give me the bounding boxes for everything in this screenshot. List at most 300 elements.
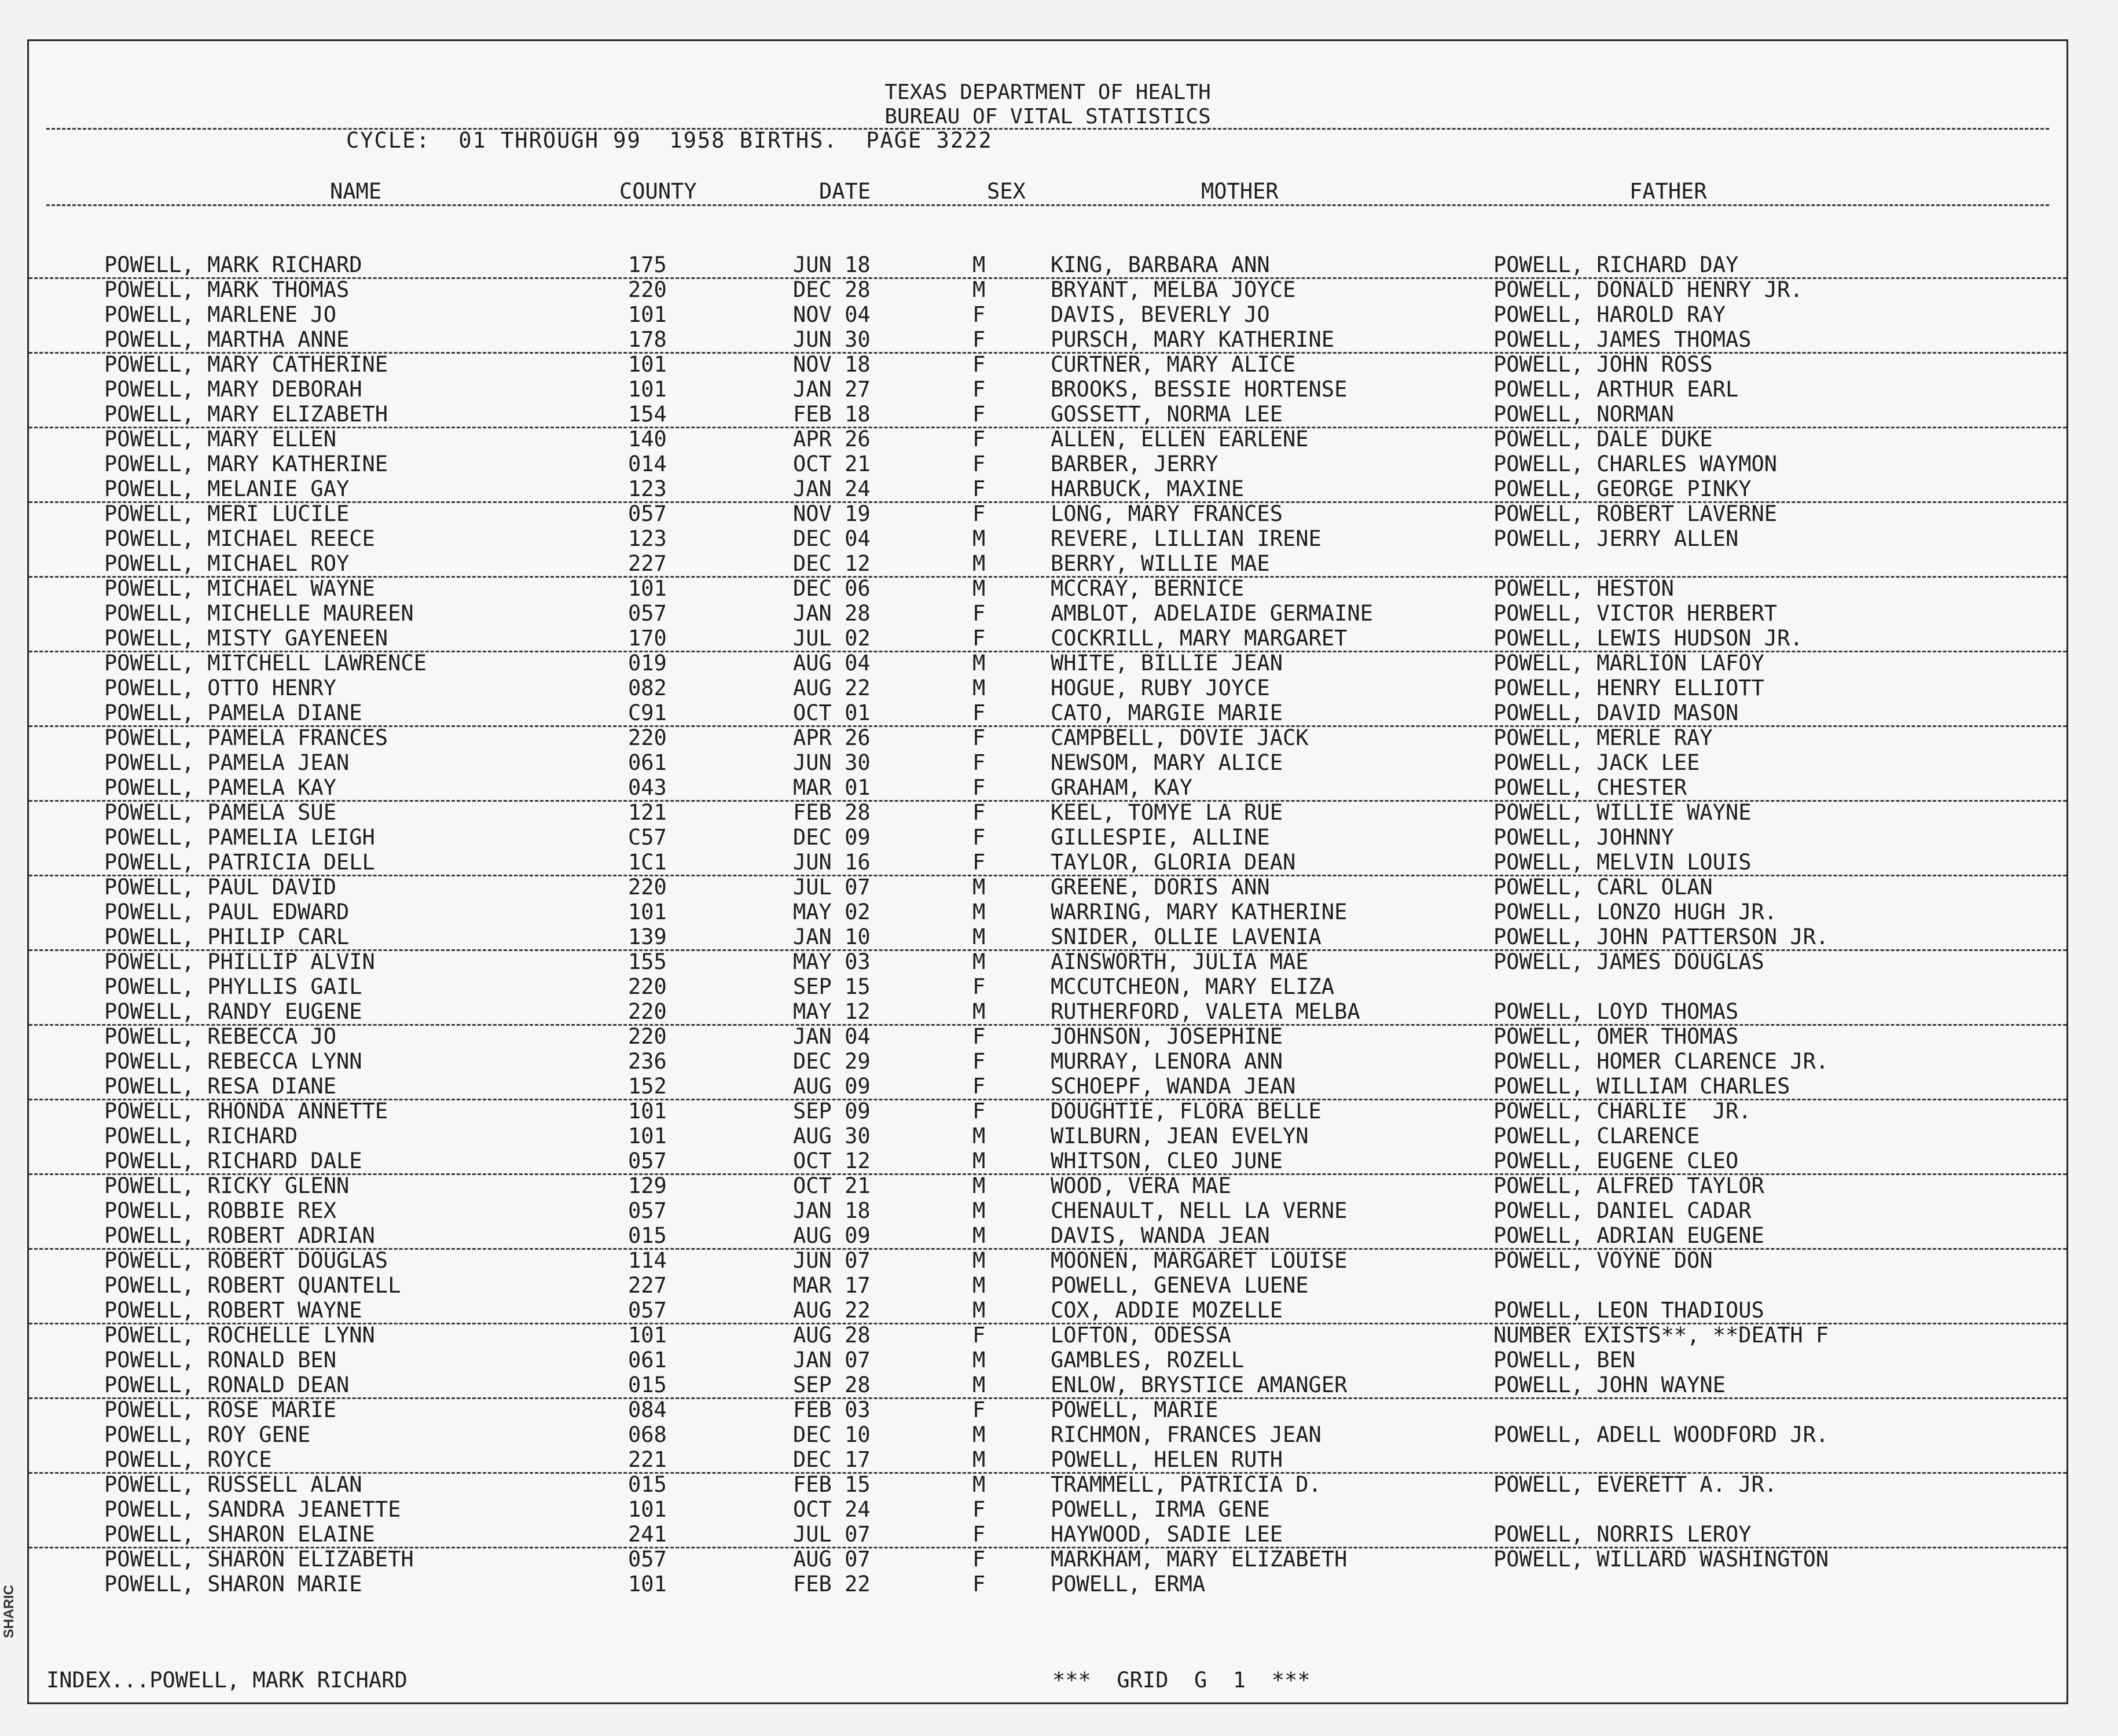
cell-father: POWELL, CARL OLAN (1493, 875, 1713, 900)
table-row (29, 1273, 2066, 1298)
cell-name: POWELL, ROBBIE REX (104, 1198, 336, 1223)
cell-county: 123 (628, 526, 667, 551)
cell-county: 084 (628, 1397, 667, 1422)
table-row (29, 427, 2066, 452)
table-row (29, 1298, 2066, 1324)
cell-county: 015 (628, 1472, 667, 1497)
cell-date: JUN 30 (793, 750, 871, 775)
cell-mother: ENLOW, BRYSTICE AMANGER (1051, 1372, 1348, 1397)
cell-name: POWELL, MARK THOMAS (104, 277, 350, 302)
cell-name: POWELL, MERI LUCILE (104, 501, 350, 526)
cell-father: POWELL, CLARENCE (1493, 1124, 1700, 1148)
cell-name: POWELL, PAUL EDWARD (104, 900, 350, 924)
cell-sex: M (972, 1223, 986, 1248)
column-header-sex: SEX (987, 179, 1026, 204)
cell-father: POWELL, NORMAN (1493, 402, 1674, 427)
cell-county: 123 (628, 476, 667, 501)
cell-sex: F (972, 700, 986, 725)
table-row (29, 452, 2066, 476)
cell-mother: SCHOEPF, WANDA JEAN (1051, 1074, 1296, 1099)
cell-date: NOV 19 (793, 501, 871, 526)
cell-sex: F (972, 800, 986, 825)
table-row (29, 1223, 2066, 1250)
column-header-date: DATE (819, 179, 871, 204)
cell-name: POWELL, REBECCA LYNN (104, 1049, 362, 1074)
cell-mother: BARBER, JERRY (1051, 452, 1218, 476)
cell-mother: CHENAULT, NELL LA VERNE (1051, 1198, 1348, 1223)
cell-date: MAY 03 (793, 949, 871, 974)
cell-county: C57 (628, 825, 667, 850)
cell-mother: COCKRILL, MARY MARGARET (1051, 626, 1348, 651)
cycle-line: CYCLE: 01 THROUGH 99 1958 BIRTHS. PAGE 3222 (346, 128, 993, 153)
cell-name: POWELL, RESA DIANE (104, 1074, 336, 1099)
cell-sex: F (972, 601, 986, 626)
cell-name: POWELL, MARTHA ANNE (104, 327, 350, 352)
cell-sex: M (972, 924, 986, 949)
table-row (29, 601, 2066, 626)
cell-mother: POWELL, HELEN RUTH (1051, 1447, 1283, 1472)
cell-county: 227 (628, 551, 667, 576)
cell-sex: F (972, 1099, 986, 1124)
cell-county: 220 (628, 974, 667, 999)
cell-mother: CATO, MARGIE MARIE (1051, 700, 1283, 725)
cell-name: POWELL, RICHARD DALE (104, 1148, 362, 1173)
cell-mother: GAMBLES, ROZELL (1051, 1348, 1245, 1372)
cell-father: POWELL, WILLIE WAYNE (1493, 800, 1752, 825)
cell-sex: M (972, 1372, 986, 1397)
column-header-county: COUNTY (619, 179, 697, 204)
cell-date: DEC 17 (793, 1447, 871, 1472)
cell-name: POWELL, MARK RICHARD (104, 252, 362, 277)
cell-mother: TAYLOR, GLORIA DEAN (1051, 850, 1296, 875)
cell-mother: GILLESPIE, ALLINE (1051, 825, 1270, 850)
cell-county: 220 (628, 999, 667, 1024)
cell-name: POWELL, PAMELA JEAN (104, 750, 350, 775)
cell-sex: M (972, 676, 986, 700)
cell-sex: M (972, 1124, 986, 1148)
table-row (29, 1422, 2066, 1447)
cell-father: POWELL, WILLARD WASHINGTON (1493, 1547, 1829, 1572)
cell-sex: F (972, 501, 986, 526)
table-row (29, 999, 2066, 1026)
cell-father: POWELL, WILLIAM CHARLES (1493, 1074, 1790, 1099)
cell-sex: F (972, 302, 986, 327)
cell-name: POWELL, PAMELIA LEIGH (104, 825, 375, 850)
cell-name: POWELL, MICHAEL ROY (104, 551, 350, 576)
cell-sex: F (972, 427, 986, 452)
table-row (29, 949, 2066, 974)
cell-date: NOV 04 (793, 302, 871, 327)
cell-mother: COX, ADDIE MOZELLE (1051, 1298, 1283, 1323)
cell-mother: HARBUCK, MAXINE (1051, 476, 1245, 501)
cell-county: 101 (628, 1099, 667, 1124)
cell-name: POWELL, RANDY EUGENE (104, 999, 362, 1024)
cell-date: JUN 07 (793, 1248, 871, 1273)
cell-name: POWELL, MICHAEL WAYNE (104, 576, 375, 601)
cell-county: 154 (628, 402, 667, 427)
cell-sex: M (972, 900, 986, 924)
side-label: SHARIC (1, 1584, 17, 1638)
cell-name: POWELL, PAMELA DIANE (104, 700, 362, 725)
table-row (29, 1522, 2066, 1548)
cell-sex: M (972, 1173, 986, 1198)
cell-sex: F (972, 1497, 986, 1522)
cell-mother: CAMPBELL, DOVIE JACK (1051, 725, 1309, 750)
cell-county: 082 (628, 676, 667, 700)
cell-date: JUL 02 (793, 626, 871, 651)
cell-date: AUG 07 (793, 1547, 871, 1572)
cell-county: 129 (628, 1173, 667, 1198)
cell-mother: RICHMON, FRANCES JEAN (1051, 1422, 1322, 1447)
cell-father: POWELL, MERLE RAY (1493, 725, 1713, 750)
cell-father: POWELL, DONALD HENRY JR. (1493, 277, 1803, 302)
cell-name: POWELL, PAMELA SUE (104, 800, 336, 825)
cell-name: POWELL, MARY ELLEN (104, 427, 336, 452)
cell-date: MAY 12 (793, 999, 871, 1024)
cell-name: POWELL, ROBERT DOUGLAS (104, 1248, 388, 1273)
cell-father: NUMBER EXISTS**, **DEATH F (1493, 1323, 1829, 1348)
cell-name: POWELL, PAMELA FRANCES (104, 725, 388, 750)
cell-county: 220 (628, 277, 667, 302)
cell-county: 220 (628, 1024, 667, 1049)
table-row (29, 277, 2066, 302)
cell-sex: M (972, 1148, 986, 1173)
cell-county: 015 (628, 1372, 667, 1397)
cell-mother: HOGUE, RUBY JOYCE (1051, 676, 1270, 700)
table-row (29, 1074, 2066, 1100)
cell-father: POWELL, ADRIAN EUGENE (1493, 1223, 1764, 1248)
cell-father: POWELL, DAVID MASON (1493, 700, 1739, 725)
cell-father: POWELL, LEWIS HUDSON JR. (1493, 626, 1803, 651)
cell-name: POWELL, RHONDA ANNETTE (104, 1099, 388, 1124)
cell-mother: LONG, MARY FRANCES (1051, 501, 1283, 526)
cell-father: POWELL, VICTOR HERBERT (1493, 601, 1778, 626)
table-row (29, 402, 2066, 428)
cell-father: POWELL, HESTON (1493, 576, 1674, 601)
cell-mother: JOHNSON, JOSEPHINE (1051, 1024, 1283, 1049)
cell-sex: F (972, 1572, 986, 1596)
header-line1: TEXAS DEPARTMENT OF HEALTH (884, 80, 1211, 104)
cell-mother: GOSSETT, NORMA LEE (1051, 402, 1283, 427)
table-row (29, 900, 2066, 924)
cell-sex: F (972, 377, 986, 402)
cell-father: POWELL, RICHARD DAY (1493, 252, 1739, 277)
cell-father: POWELL, JOHNNY (1493, 825, 1674, 850)
cell-sex: M (972, 1348, 986, 1372)
cell-sex: F (972, 1074, 986, 1099)
cell-father: POWELL, JAMES THOMAS (1493, 327, 1752, 352)
cell-date: DEC 29 (793, 1049, 871, 1074)
table-row (29, 352, 2066, 377)
cell-sex: F (972, 626, 986, 651)
cell-mother: POWELL, GENEVA LUENE (1051, 1273, 1309, 1298)
cell-father: POWELL, LEON THADIOUS (1493, 1298, 1764, 1323)
cell-county: 014 (628, 452, 667, 476)
cell-date: APR 26 (793, 427, 871, 452)
cell-mother: BRYANT, MELBA JOYCE (1051, 277, 1296, 302)
cell-county: 019 (628, 651, 667, 676)
cell-name: POWELL, MELANIE GAY (104, 476, 350, 501)
cell-mother: NEWSOM, MARY ALICE (1051, 750, 1283, 775)
cell-sex: F (972, 352, 986, 377)
cell-name: POWELL, ROY GENE (104, 1422, 311, 1447)
cell-sex: M (972, 551, 986, 576)
table-row (29, 651, 2066, 676)
cell-name: POWELL, ROBERT QUANTELL (104, 1273, 401, 1298)
grid-footer: *** GRID G 1 *** (1052, 1668, 1311, 1693)
cell-sex: F (972, 1049, 986, 1074)
cell-date: OCT 21 (793, 452, 871, 476)
cell-mother: TRAMMELL, PATRICIA D. (1051, 1472, 1322, 1497)
cell-date: APR 26 (793, 725, 871, 750)
table-row (29, 1472, 2066, 1497)
cell-county: 057 (628, 601, 667, 626)
cell-name: POWELL, ROYCE (104, 1447, 272, 1472)
cell-county: 140 (628, 427, 667, 452)
cell-sex: M (972, 526, 986, 551)
cell-county: 101 (628, 352, 667, 377)
cell-name: POWELL, SHARON ELIZABETH (104, 1547, 414, 1572)
cell-sex: M (972, 576, 986, 601)
cell-date: OCT 12 (793, 1148, 871, 1173)
cell-county: 220 (628, 725, 667, 750)
table-row (29, 1348, 2066, 1372)
cell-name: POWELL, RONALD BEN (104, 1348, 336, 1372)
cell-county: 101 (628, 302, 667, 327)
cell-mother: DAVIS, WANDA JEAN (1051, 1223, 1270, 1248)
cell-date: OCT 24 (793, 1497, 871, 1522)
cell-sex: M (972, 999, 986, 1024)
table-row (29, 1323, 2066, 1348)
cell-date: JAN 28 (793, 601, 871, 626)
table-row (29, 725, 2066, 750)
cell-county: 061 (628, 1348, 667, 1372)
cell-name: POWELL, ROBERT ADRIAN (104, 1223, 375, 1248)
header-line2: BUREAU OF VITAL STATISTICS (884, 105, 1211, 129)
cell-father: POWELL, BEN (1493, 1348, 1636, 1372)
cell-mother: DAVIS, BEVERLY JO (1051, 302, 1270, 327)
cell-county: 057 (628, 1547, 667, 1572)
table-row (29, 825, 2066, 850)
cell-name: POWELL, SHARON ELAINE (104, 1522, 375, 1547)
cell-sex: M (972, 1198, 986, 1223)
table-row (29, 526, 2066, 551)
cell-father: POWELL, ARTHUR EARL (1493, 377, 1739, 402)
table-row (29, 1248, 2066, 1273)
cell-sex: F (972, 327, 986, 352)
cell-date: JAN 24 (793, 476, 871, 501)
cell-mother: AINSWORTH, JULIA MAE (1051, 949, 1309, 974)
cell-county: 101 (628, 1323, 667, 1348)
cell-sex: M (972, 1298, 986, 1323)
cell-mother: KEEL, TOMYE LA RUE (1051, 800, 1283, 825)
cell-county: 121 (628, 800, 667, 825)
cell-sex: M (972, 252, 986, 277)
column-header-name: NAME (330, 179, 382, 204)
cell-mother: POWELL, ERMA (1051, 1572, 1206, 1596)
cell-county: 043 (628, 775, 667, 800)
cell-date: AUG 09 (793, 1074, 871, 1099)
cell-father: POWELL, VOYNE DON (1493, 1248, 1713, 1273)
cell-name: POWELL, MISTY GAYENEEN (104, 626, 388, 651)
cell-father: POWELL, JERRY ALLEN (1493, 526, 1739, 551)
cell-father: POWELL, HENRY ELLIOTT (1493, 676, 1764, 700)
cell-county: 057 (628, 1298, 667, 1323)
cell-father: POWELL, JACK LEE (1493, 750, 1700, 775)
cell-date: MAR 17 (793, 1273, 871, 1298)
table-row (29, 676, 2066, 700)
column-header-mother: MOTHER (1201, 179, 1279, 204)
cell-mother: REVERE, LILLIAN IRENE (1051, 526, 1322, 551)
cell-name: POWELL, RONALD DEAN (104, 1372, 350, 1397)
cell-sex: M (972, 949, 986, 974)
cell-county: 170 (628, 626, 667, 651)
cell-date: FEB 18 (793, 402, 871, 427)
cell-county: 101 (628, 576, 667, 601)
cell-name: POWELL, MICHAEL REECE (104, 526, 375, 551)
cell-father: POWELL, CHESTER (1493, 775, 1687, 800)
cell-mother: MARKHAM, MARY ELIZABETH (1051, 1547, 1348, 1572)
cell-name: POWELL, PATRICIA DELL (104, 850, 375, 875)
cell-county: 101 (628, 377, 667, 402)
table-row (29, 800, 2066, 825)
cell-name: POWELL, MICHELLE MAUREEN (104, 601, 414, 626)
cell-county: 236 (628, 1049, 667, 1074)
cell-father: POWELL, EUGENE CLEO (1493, 1148, 1739, 1173)
cell-mother: WILBURN, JEAN EVELYN (1051, 1124, 1309, 1148)
cell-name: POWELL, REBECCA JO (104, 1024, 336, 1049)
cell-name: POWELL, PAUL DAVID (104, 875, 336, 900)
cell-county: 061 (628, 750, 667, 775)
cell-name: POWELL, PHILIP CARL (104, 924, 350, 949)
table-row (29, 377, 2066, 402)
cell-date: DEC 04 (793, 526, 871, 551)
cell-date: MAY 02 (793, 900, 871, 924)
cell-mother: BROOKS, BESSIE HORTENSE (1051, 377, 1348, 402)
table-row (29, 850, 2066, 876)
cell-mother: AMBLOT, ADELAIDE GERMAINE (1051, 601, 1373, 626)
table-row (29, 1497, 2066, 1522)
cell-date: JAN 27 (793, 377, 871, 402)
cell-county: 175 (628, 252, 667, 277)
cell-mother: BERRY, WILLIE MAE (1051, 551, 1270, 576)
cell-name: POWELL, SHARON MARIE (104, 1572, 362, 1596)
cell-sex: M (972, 1472, 986, 1497)
table-row (29, 1024, 2066, 1049)
table-row (29, 924, 2066, 951)
cell-mother: DOUGHTIE, FLORA BELLE (1051, 1099, 1322, 1124)
cell-sex: F (972, 402, 986, 427)
cell-father: POWELL, ADELL WOODFORD JR. (1493, 1422, 1829, 1447)
cell-father: POWELL, GEORGE PINKY (1493, 476, 1752, 501)
cell-father: POWELL, ROBERT LAVERNE (1493, 501, 1778, 526)
cell-date: DEC 28 (793, 277, 871, 302)
cell-date: SEP 09 (793, 1099, 871, 1124)
cell-date: JAN 07 (793, 1348, 871, 1372)
cell-name: POWELL, MARLENE JO (104, 302, 336, 327)
cell-father: POWELL, JAMES DOUGLAS (1493, 949, 1764, 974)
cell-father: POWELL, LONZO HUGH JR. (1493, 900, 1778, 924)
cell-father: POWELL, MELVIN LOUIS (1493, 850, 1752, 875)
cell-county: 101 (628, 1124, 667, 1148)
cell-county: 227 (628, 1273, 667, 1298)
cell-father: POWELL, EVERETT A. JR. (1493, 1472, 1778, 1497)
cell-name: POWELL, RICKY GLENN (104, 1173, 350, 1198)
cell-date: FEB 28 (793, 800, 871, 825)
cell-date: DEC 10 (793, 1422, 871, 1447)
cell-mother: POWELL, MARIE (1051, 1397, 1218, 1422)
document-frame (27, 39, 2068, 1704)
cell-sex: F (972, 750, 986, 775)
cell-father: POWELL, HOMER CLARENCE JR. (1493, 1049, 1829, 1074)
cell-county: 068 (628, 1422, 667, 1447)
cell-date: JUN 16 (793, 850, 871, 875)
table-row (29, 1397, 2066, 1422)
table-row (29, 476, 2066, 503)
table-row (29, 252, 2066, 279)
cell-sex: F (972, 452, 986, 476)
cell-name: POWELL, ROCHELLE LYNN (104, 1323, 375, 1348)
table-row (29, 327, 2066, 354)
cell-date: AUG 04 (793, 651, 871, 676)
table-row (29, 775, 2066, 802)
cell-name: POWELL, MARY DEBORAH (104, 377, 362, 402)
cell-date: AUG 30 (793, 1124, 871, 1148)
table-row (29, 1124, 2066, 1148)
cell-county: 221 (628, 1447, 667, 1472)
cell-date: SEP 28 (793, 1372, 871, 1397)
cell-date: JAN 18 (793, 1198, 871, 1223)
cell-sex: F (972, 850, 986, 875)
table-row (29, 551, 2066, 578)
column-header-rule (46, 204, 2049, 206)
table-row (29, 1148, 2066, 1175)
cell-mother: WARRING, MARY KATHERINE (1051, 900, 1348, 924)
cell-date: JUN 18 (793, 252, 871, 277)
table-row (29, 875, 2066, 900)
cell-father: POWELL, OMER THOMAS (1493, 1024, 1739, 1049)
cell-date: AUG 22 (793, 1298, 871, 1323)
cell-mother: MCCRAY, BERNICE (1051, 576, 1245, 601)
cell-name: POWELL, PHYLLIS GAIL (104, 974, 362, 999)
cell-mother: MURRAY, LENORA ANN (1051, 1049, 1283, 1074)
cell-date: FEB 03 (793, 1397, 871, 1422)
cell-mother: ALLEN, ELLEN EARLENE (1051, 427, 1309, 452)
cell-name: POWELL, MITCHELL LAWRENCE (104, 651, 427, 676)
cell-sex: F (972, 1397, 986, 1422)
cell-county: 139 (628, 924, 667, 949)
cell-county: 1C1 (628, 850, 667, 875)
cell-date: DEC 09 (793, 825, 871, 850)
cell-date: AUG 28 (793, 1323, 871, 1348)
cell-date: JAN 10 (793, 924, 871, 949)
table-row (29, 576, 2066, 601)
cell-name: POWELL, MARY KATHERINE (104, 452, 388, 476)
cell-mother: GRAHAM, KAY (1051, 775, 1193, 800)
table-row (29, 1049, 2066, 1074)
table-row (29, 1099, 2066, 1124)
cell-mother: MOONEN, MARGARET LOUISE (1051, 1248, 1348, 1273)
cell-father: POWELL, DANIEL CADAR (1493, 1198, 1752, 1223)
cell-sex: M (972, 1447, 986, 1472)
cell-sex: M (972, 1273, 986, 1298)
cell-county: 057 (628, 501, 667, 526)
cell-sex: M (972, 1422, 986, 1447)
cell-sex: F (972, 1024, 986, 1049)
cell-mother: KING, BARBARA ANN (1051, 252, 1270, 277)
cell-father: POWELL, NORRIS LEROY (1493, 1522, 1752, 1547)
cell-sex: M (972, 875, 986, 900)
